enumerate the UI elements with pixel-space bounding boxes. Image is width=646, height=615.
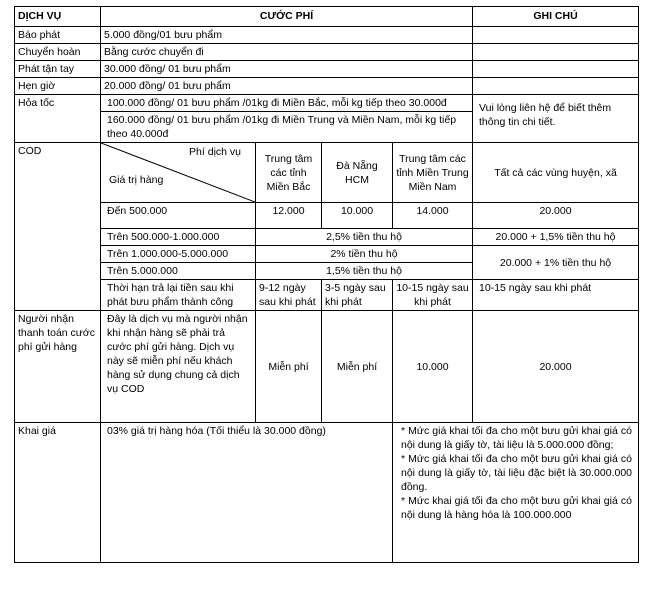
service-name: Hỏa tốc	[15, 95, 101, 143]
service-fee-central-south: 160.000 đồng/ 01 bưu phẩm /01kg đi Miền Trung và Miền Nam, mỗi kg tiếp theo 40.000đ	[101, 112, 473, 143]
cod-fee-north: 12.000	[256, 203, 322, 229]
cod-return-central: 10-15 ngày sau khi phát	[393, 280, 473, 311]
service-name: Chuyển hoàn	[15, 44, 101, 61]
service-name: Báo phát	[15, 27, 101, 44]
col-north: Trung tâm các tỉnh Miền Bắc	[256, 143, 322, 203]
header-note: GHI CHÚ	[473, 7, 639, 27]
table-row	[15, 44, 639, 61]
table-row	[15, 311, 639, 423]
header-service: DỊCH VỤ	[15, 7, 101, 27]
service-fee: 5.000 đồng/01 bưu phẩm	[101, 27, 473, 44]
service-note	[473, 78, 639, 95]
cod-range: Trên 500.000-1.000.000	[101, 229, 256, 246]
service-name: Hẹn giờ	[15, 78, 101, 95]
service-fee: 20.000 đồng/ 01 bưu phẩm	[101, 78, 473, 95]
declared-note: * Mức khai giá tối đa cho một bưu gửi khai giá có nội dung là hàng hóa là 100.000.000	[401, 495, 633, 521]
cod-return-label: Thời hạn trả lại tiền sau khi phát bưu phẩm thành công	[101, 280, 256, 311]
cod-fee-percent: 1,5% tiền thu hộ	[256, 263, 473, 280]
table-row	[15, 280, 639, 311]
table-row	[15, 78, 639, 95]
receiver-pays-central: 10.000	[393, 311, 473, 423]
service-name: Phát tận tay	[15, 61, 101, 78]
service-name: COD	[15, 143, 101, 311]
table-header-row	[15, 7, 639, 27]
table-row	[15, 61, 639, 78]
table-row	[15, 95, 639, 112]
service-note	[473, 44, 639, 61]
cod-header-row	[15, 143, 639, 203]
service-name: Khai giá	[15, 423, 101, 563]
service-note	[473, 27, 639, 44]
cod-fee-central: 14.000	[393, 203, 473, 229]
cod-return-all: 10-15 ngày sau khi phát	[473, 280, 639, 311]
table-row	[15, 27, 639, 44]
service-fee-table	[14, 6, 639, 563]
table-row	[15, 246, 639, 263]
cod-range: Trên 5.000.000	[101, 263, 256, 280]
cod-fee-percent: 2% tiền thu hộ	[256, 246, 473, 263]
service-fee: 30.000 đồng/ 01 bưu phẩm	[101, 61, 473, 78]
service-note	[473, 61, 639, 78]
col-all: Tất cả các vùng huyện, xã	[473, 143, 639, 203]
receiver-pays-desc: Đây là dịch vụ mà người nhận khi nhận hàng sẽ phải trả cước phí gửi hàng. Dịch vụ này sẽ miễn phí nếu khách hàng sử dụng chung cả dịch vụ COD	[101, 311, 256, 423]
cod-range: Trên 1.000.000-5.000.000	[101, 246, 256, 263]
table-row	[15, 423, 639, 563]
diag-value-label: Giá trị hàng	[109, 174, 164, 186]
declared-value-fee: 03% giá trị hàng hóa (Tối thiểu là 30.000 đồng)	[101, 423, 393, 563]
col-central-south: Trung tâm các tỉnh Miền Trung Miền Nam	[393, 143, 473, 203]
header-fee: CƯỚC PHÍ	[101, 7, 473, 27]
diag-fee-label: Phí dịch vụ	[189, 146, 241, 158]
service-fee: Bằng cước chuyển đi	[101, 44, 473, 61]
cod-fee-dn-hcm: 10.000	[322, 203, 393, 229]
service-note: Vui lòng liên hệ để biết thêm thông tin chi tiết.	[473, 95, 639, 143]
cod-fee-all: 20.000	[473, 203, 639, 229]
declared-value-notes	[393, 423, 639, 563]
declared-note: * Mức giá khai tối đa cho một bưu gửi khai giá có nội dung là giấy tờ, tài liệu đặc biệt là 30.000.000 đồng.	[401, 453, 633, 493]
cod-return-north: 9-12 ngày sau khi phát	[256, 280, 322, 311]
cod-fee-percent: 2,5% tiền thu hộ	[256, 229, 473, 246]
receiver-pays-all: 20.000	[473, 311, 639, 423]
col-dn-hcm: Đà Nẵng HCM	[322, 143, 393, 203]
service-name: Người nhận thanh toán cước phí gửi hàng	[15, 311, 101, 423]
table-row	[15, 229, 639, 246]
cod-diagonal-header	[101, 143, 256, 203]
declared-note: * Mức giá khai tối đa cho một bưu gửi khai giá có nội dung là giấy tờ, tài liệu là 5.000.000 đồng;	[401, 425, 633, 451]
cod-range: Đến 500.000	[101, 203, 256, 229]
table-row	[15, 203, 639, 229]
cod-fee-all: 20.000 + 1,5% tiền thu hộ	[473, 229, 639, 246]
cod-return-dn-hcm: 3-5 ngày sau khi phát	[322, 280, 393, 311]
service-fee-north: 100.000 đồng/ 01 bưu phẩm /01kg đi Miền Bắc, mỗi kg tiếp theo 30.000đ	[101, 95, 473, 112]
receiver-pays-dn-hcm: Miễn phí	[322, 311, 393, 423]
receiver-pays-north: Miễn phí	[256, 311, 322, 423]
cod-fee-all: 20.000 + 1% tiền thu hộ	[473, 246, 639, 280]
